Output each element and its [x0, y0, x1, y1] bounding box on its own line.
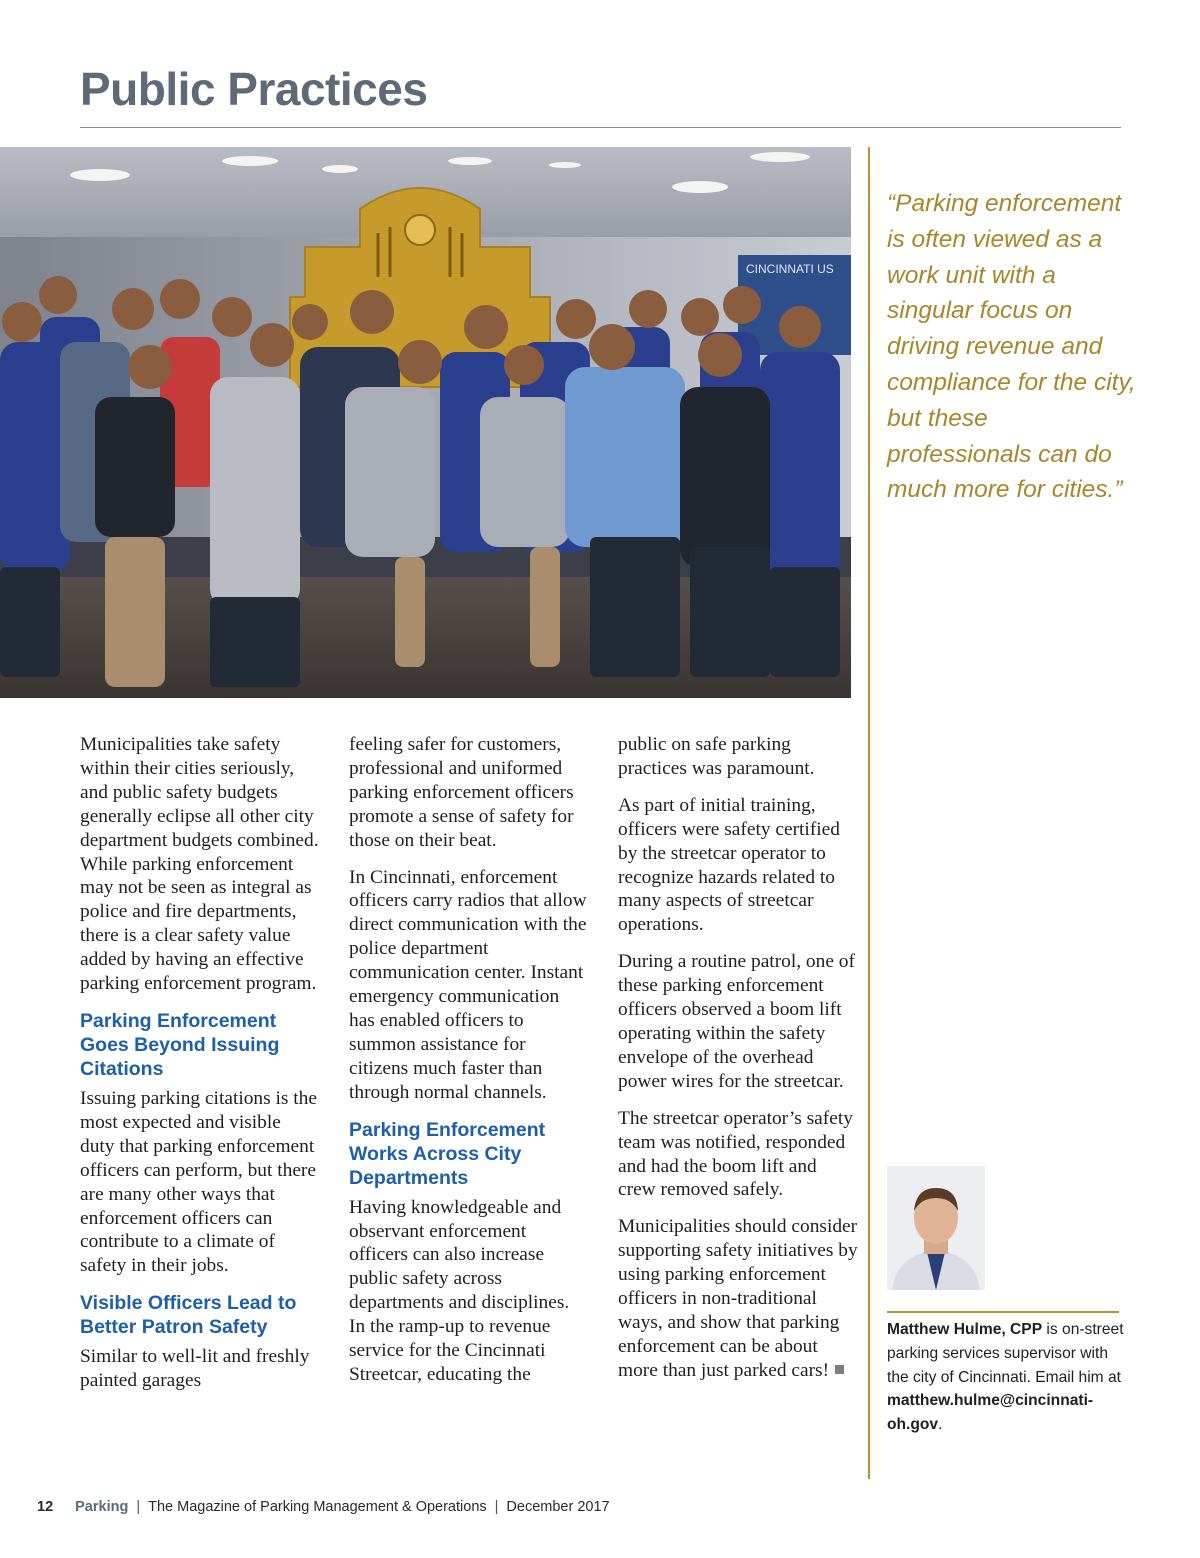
subheading: Visible Officers Lead to Better Patron Safety — [80, 1292, 297, 1339]
wall-sign-text: CINCINNATI US — [746, 262, 834, 276]
section-divider — [80, 127, 1121, 128]
subheading: Parking Enforcement Works Across City Departments — [349, 1118, 546, 1189]
paragraph: Municipalities take safety within their cities seriously, and public safety budgets generally eclipse all other city department budgets combined. While parking enforcement may not be seen as integral as police and fire departments, there is a clear safety value added by having an effective parking enforcement program. — [80, 734, 319, 995]
subheading: Parking Enforcement Goes Beyond Issuing Citations — [80, 1009, 280, 1080]
paragraph: As part of initial training, officers were safety certified by the streetcar operator to recognize hazards related to many aspects of streetcar operations. — [618, 794, 840, 936]
section-title: Public Practices — [80, 63, 428, 115]
bio-divider — [887, 1311, 1119, 1313]
paragraph: In Cincinnati, enforcement officers carry radios that allow direct communication with the police department communication center. Instant emergency communication has enabled officers to summon assistance for citizens much faster than through normal channels. — [349, 866, 587, 1103]
footer-separator: | — [136, 1499, 141, 1515]
author-bio — [887, 1318, 1127, 1437]
author-email: matthew.hulme@cincinnati-oh.gov — [887, 1392, 1094, 1434]
final-paragraph — [618, 1215, 858, 1382]
article-column-3 — [618, 733, 858, 1396]
issue-date: December 2017 — [506, 1499, 610, 1515]
author-photo — [887, 1166, 985, 1290]
article-column-1 — [80, 733, 320, 1406]
bio-text: is on-street parking services supervisor with the city of Cincinnati. Email him at — [887, 1321, 1124, 1386]
paragraph: feeling safer for customers, professional and uniformed parking enforcement officers promote a sense of safety for those on their beat. — [349, 734, 574, 851]
paragraph: Issuing parking citations is the most expected and visible duty that parking enforcement officers can perform, but there are many other ways that enforcement officers can contribute to a climate of safety in their jobs. — [80, 1087, 317, 1277]
page-footer — [37, 1499, 610, 1515]
paragraph: Similar to well-lit and freshly painted garages — [80, 1346, 310, 1392]
group-photo-illustration — [0, 147, 851, 698]
paragraph-text: Municipalities should consider supporting safety initiatives by using parking enforcement officers in non-traditional ways, and show that parking enforcement can be about more than just parked cars! — [618, 1216, 858, 1381]
hero-photo — [0, 147, 851, 698]
footer-separator: | — [494, 1499, 499, 1515]
end-of-article-icon — [835, 1365, 844, 1374]
paragraph: The streetcar operator’s safety team was notified, responded and had the boom lift and crew removed safely. — [618, 1107, 853, 1201]
magazine-subtitle: The Magazine of Parking Management & Operations — [148, 1499, 487, 1515]
gold-vertical-rule — [868, 147, 870, 1479]
pull-quote: “Parking enforcement is often viewed as a work unit with a singular focus on driving revenue and compliance for the city, but these professionals can do much more for cities.” — [887, 190, 1136, 504]
paragraph: During a routine patrol, one of these parking enforcement officers observed a boom lift operating within the safety envelope of the overhead power wires for the streetcar. — [618, 951, 855, 1092]
paragraph: Having knowledgeable and observant enforcement officers can also increase public safety across departments and disciplines. In the ramp-up to revenue service for the Cincinnati Streetcar, educating the — [349, 1196, 570, 1385]
article-column-2 — [349, 733, 589, 1400]
bio-end: . — [938, 1416, 943, 1434]
author-name: Matthew Hulme, CPP — [887, 1321, 1043, 1338]
magazine-name: Parking — [75, 1499, 129, 1515]
page-number: 12 — [37, 1499, 54, 1515]
paragraph: public on safe parking practices was paramount. — [618, 734, 815, 779]
